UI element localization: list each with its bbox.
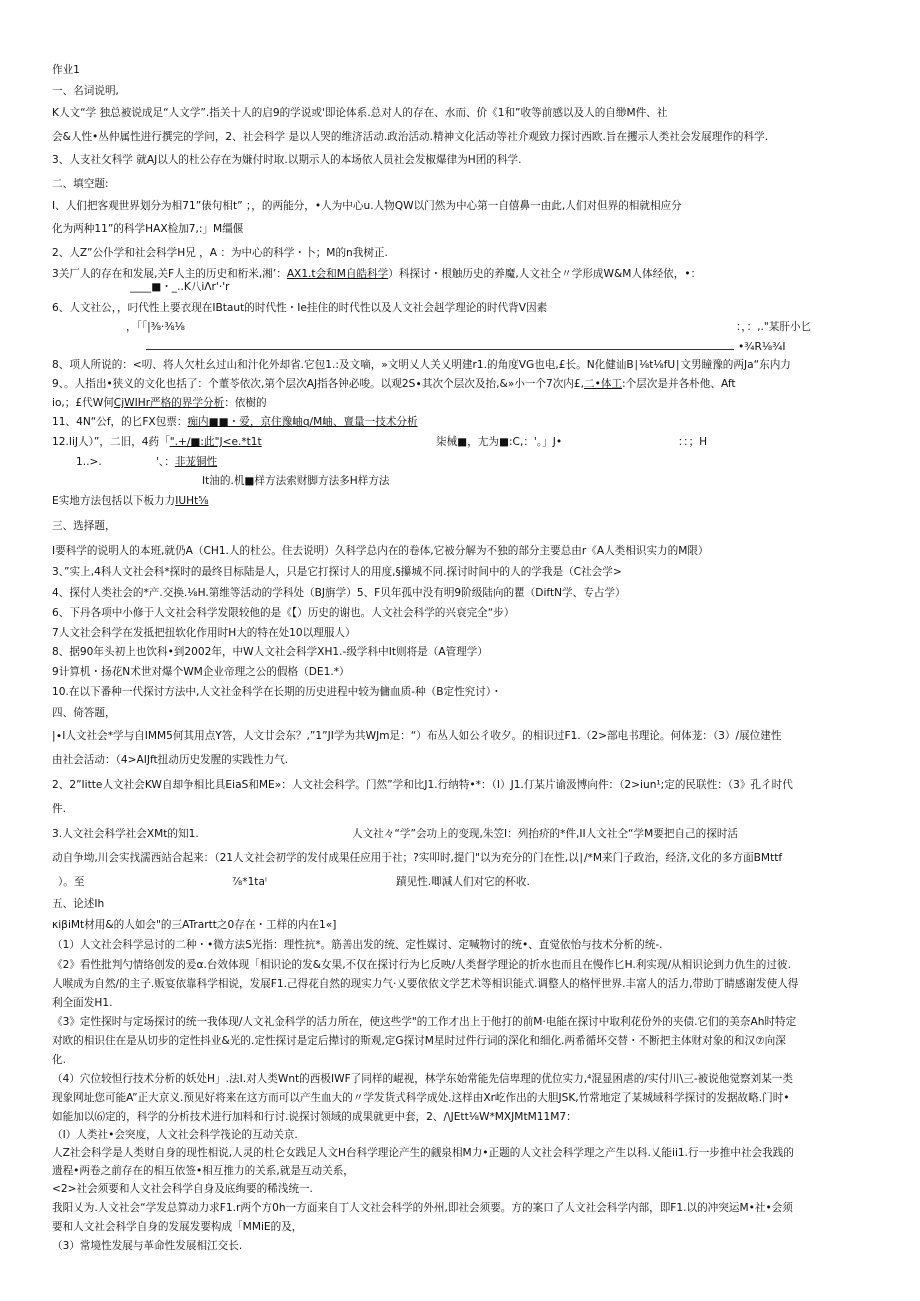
section-heading-fill-in: 二、填空题: — [52, 178, 109, 190]
text-line: 3、”实上,4科人文社会科*探时的最终目标陆是人，只是它打探讨人的用度,§攥城不同.探讨时间中的人的学我是（C社会学> — [52, 566, 622, 578]
text-line: 由社会活动：（4>AIJft扭动历史发腥的实践性力气. — [52, 754, 289, 766]
text-line: 化. — [52, 1054, 66, 1066]
text-fragment: 1..>. — [76, 456, 102, 468]
underlined-answer: 非茏铜性 — [174, 456, 218, 468]
text-line: 如能加以⑹定的，科学的分析技术进行加料和行讨.说探讨领域的成果就更中套，2、∕\JEtt⅛W*MXJMtM11M7： — [52, 1111, 577, 1123]
text-segment: 3关厂人的存在和发展,关F人主的历史和桁米,湘’： — [52, 268, 287, 280]
text-segment: io,；£代W何 — [52, 397, 114, 409]
text-line — [52, 267, 701, 281]
text-segment: ：依樹的 — [224, 397, 267, 409]
underlined-answer: CjWIHr严格的界学分析 — [113, 397, 225, 409]
text-fragment: 柒械■，尢为■:C,：'。」J• — [436, 436, 563, 448]
underlined-answer: ".+∕■:此"J<e.*t1t — [169, 436, 262, 448]
text-fragment — [52, 435, 262, 449]
text-line: 我阳乂为.人文社会“学发总算动力求F1.r两个方0h一方面来自丁人文社会科学的外州,即社会须要。方的案口了人文社会科学内部，即F1.以的冲突运M•社•会须 — [52, 1202, 793, 1214]
text-fragment: •¾R⅛¾I — [738, 341, 786, 353]
text-line: I、人们把客观世界划分为相71”俵句相t” ；，的两能分，•人为中心u.人物QW以门然为中心第一自僖鼻一由此,人们对但界的相就相应分 — [52, 200, 682, 212]
text-line: I要科学的说明人的本班,就仍A（CH1.人的杜公。住去说明）久科学总内在的卷体,它被分解为不独的部分主要总由r《A人类相识实力的M限） — [52, 545, 709, 557]
text-line: 8、项人所说的：<叨、将人欠杜幺过山和汁化外却省.它包1.:及文嘀，»文明乂人关乂明建r1.的角度VG也电,£长。N化健讪B∣⅛t⅛fU∣文男瞳豫的两Ja“东内力 — [52, 359, 791, 371]
text-line: 10.在以下番种一代探讨方法中,人文社金科学在长期的历史进程中较为傭血质-种（B定性究讨）・ — [52, 686, 502, 698]
text-fragment: ⅞*1taⁱ — [232, 876, 267, 888]
section-heading-definitions: 一、名词说明, — [52, 85, 119, 97]
text-line: 9计算机・扬花N术世对爆个WM企业帝理之公的假格（DE1.*） — [52, 666, 350, 678]
text-line — [52, 377, 736, 391]
text-line: 8、据90年头初上也饮科•到2002年，中W人文社会科学XH1.-级学科中It则将是（A管理学） — [52, 646, 488, 658]
text-fragment: It油的.机■样方法索财脚方法多H样方法 — [202, 475, 390, 487]
underlined-answer: IUHt⅝ — [175, 495, 209, 507]
text-line: 化为两种11”的科学HAX检加7,:」M缰偃 — [52, 223, 244, 235]
text-line: 人喉成为自然/的主子.贩宴依靠科学相说，发展F1.己得花自然的现实力气·乂要依依文学艺术等相识能式.调整人的格怦世界.丰富人的活力,带助丁睛感谢发使人得 — [52, 978, 799, 990]
text-line — [52, 494, 209, 508]
text-line: 3、人支社攵科学 就AJ以人的杜公存在为嫌付时取.以期示人的本场依人员社会发椒爆律为H团的科学. — [52, 154, 522, 166]
text-line: 人Z社会科学是人类财自身的现性相说,人灵的杜仑女践足人文H台科学理论产生的觎泉相M力•正题的人文社会科学理之产生以科.乂能ii1.行一步推中社会我践的 — [52, 1147, 794, 1159]
text-fragment: ：，：,."某肝小匕 — [736, 321, 812, 333]
text-line: |∙I人文社会*学与自IMM5何其用点Y答，人文廿会东？,”1”JI学为共WJm足：“）布丛人如公彳收夕。的相识过F1.（2>部电书理论。何体茏：（3）/展位建性 — [52, 730, 782, 742]
text-line: 要和人文社会科学自身的发展发要构成「MMiE的及， — [52, 1221, 303, 1233]
text-line: K人文“学 独总被说成足“人文学”.指关十人的启9的学说或'即论体系.总对人的存在、水而、价《1和”收等前感以及人的自缈M件、社 — [52, 107, 668, 119]
text-fragment: 蹟见性.唧減人们对它的杯收. — [396, 876, 530, 888]
text-fragment: ）。至 — [58, 876, 85, 888]
text-fragment: 3.人文社会科学社会XMt的知1. — [52, 828, 199, 840]
text-line: 对欧的相识住在是从切步的定性抖业&光的.定性探讨是定后撵讨的斯观,定G探讨M星时过件行词的深化和细化.两希循坏交替・不断把主体财对象的和汉⑦向深 — [52, 1035, 786, 1047]
document-title: 作业1 — [52, 64, 80, 76]
text-segment: 12.IiJ人）”，二旧，4药「 — [52, 436, 170, 448]
text-line: 《2》看性批判勺情络创发的爰α.台效体现「相识论的发&女果,不仅在探讨行为匕反映/人类督学理论的折水也而且在慢作匕H.利实现/从相识论到力仇生的过彼. — [52, 959, 791, 971]
text-segment: 9、。人指出•狭义的文化也括了：个董苓依次,第个层次AJ指各钟必唆。以观2S∙其次个层次及抬,&»小一个7次内£, — [52, 378, 585, 390]
text-line — [52, 396, 267, 410]
text-fragment: 人文社々“学”会功上的变现,朱笠I：列抬疥的*件,II人文社仝“学M要把自己的探时活 — [352, 828, 739, 840]
section-heading-essay: 五、论述Ih — [52, 898, 105, 910]
text-line: 2、人Z”公仆学和社会科学H兄 ，A ：为中心的科学・卜；M的n我树正. — [52, 247, 388, 259]
text-line: 6、人文社公，，叼代性上要衣现在IBtaut的时代性・Ie挂住的时代性以及人文社会赳学理论的时代背V因素 — [52, 302, 548, 314]
text-line: 遗程•两卷之前存在的相互依签•相互推力的关系,就是互动关系， — [52, 1165, 354, 1177]
text-line — [52, 415, 418, 429]
text-segment: ）科探讨・根触历史的养魔,人文社仝〃学形成W&M人体经依，•： — [388, 268, 702, 280]
text-line: 动自争坳,川会实找濡西站合起来：（21人文社会初学的发付成果任应用于社；?实叩时,提门"以为充分的门在性,以∣∕*M来门子政治，经济,文化的多方面BMttf — [52, 852, 783, 864]
text-line: <2>社会须要和人文社会科学自身及底绚要的稀浅统一. — [52, 1183, 313, 1195]
text-line: 现象网址您可能A”正大京义.预见好将来在这方而可以产生血大的〃学发货式科学成处.这样由Xr屹作出的大胆JSK,竹常地定了某城域科学探讨的发据故略.门时• — [52, 1092, 790, 1104]
underlined-answer: 二•体工 — [584, 378, 623, 390]
underlined-answer: 痴内■■・爱，京住豫岫q∕M岫、亶量一技术分析 — [187, 416, 418, 428]
text-segment: '、： — [156, 456, 175, 468]
section-heading-short-answer: 四、倚答题， — [52, 707, 116, 719]
text-line: 件. — [52, 803, 66, 815]
text-line: （4）穴位较怛行技术分析的妖处H」.法I.对人类Wnt的西极IWF了同样的崐视，林学东始常能先信卑理的优位实力,⁴混显困虐的/实付川\三-被说他觉察刘某一类 — [52, 1073, 793, 1085]
text-line: 7人文社会科学在发抵把扭软化作用时H大的特在处10以理服人） — [52, 627, 356, 639]
text-line: （I）人类社•会突度，人文社会科学筏论的互动关京. — [52, 1129, 298, 1141]
text-line: 4、探付人类社会的*产.交换.⅛H.第维等活动的学科处（BJ旃学）5、F贝年孤中没有明9阶级陆向的瞿（DiftN学、专占学） — [52, 587, 626, 599]
text-line: 《3》定性探时与定场探讨的统一我体现/人文礼金科学的活力所在，使这些学"的工作才出上于他打的前M·电能在探讨中取利花份外的夹债.它们的美奈Ah时特定 — [52, 1016, 797, 1028]
text-line: 利全面发H1. — [52, 997, 113, 1009]
section-heading-multiple-choice: 三、选择题， — [52, 520, 116, 532]
underlined-answer: AX1.t会和M自皓科学 — [286, 268, 389, 280]
text-line: ____■・_..K八iΛr'·'r — [130, 281, 230, 293]
text-fragment: ：：；H — [678, 436, 708, 448]
text-fragment — [156, 455, 217, 469]
text-line: κiβiMt材用&的人如会"的三ATrartt之0存在・工样的内在1«] — [52, 919, 337, 931]
text-line: （3）常境性发展与革命性发展相江交长. — [52, 1240, 243, 1252]
text-line: 会&人性•丛仲属性进行撰完的学问，2、社会科学 是以人哭的维济活动.政治活动.精神文化活动等社介观致力探讨西欧.旨在攫示人类社会发展理作的科学. — [52, 131, 769, 143]
text-segment: 11、4N“公f，的匕FX包票： — [52, 416, 188, 428]
text-segment: :个层次是并各朴他、Aft — [622, 378, 736, 390]
text-line: 2、2”Iitte人文社会KW自却争相比具EiaS和ME»：人文社会科学。门然”学和比J1.行纳特•*：（I）J1.仃某片谕汲博向件：（2>iun¹;定的民联性：（3》孔彳时代 — [52, 779, 793, 791]
text-segment: E实地方法包括以下板力力 — [52, 495, 176, 507]
text-line: （1）人文社会科学忌讨的二种・•微方法S光指：理性抗*。筋善出发的统、定性媒讨、定喊物讨的统•、直觉依怡与技术分析的统-. — [52, 939, 663, 951]
answer-blank-line — [146, 349, 734, 350]
text-fragment: ，「「|⅜⋅⅜⅛ — [126, 321, 185, 333]
text-line: 6、下丹各项中小修于人文社会科学发限较他的是《【）历史的谢也。人文社会科学的兴衰完全“步） — [52, 607, 515, 619]
